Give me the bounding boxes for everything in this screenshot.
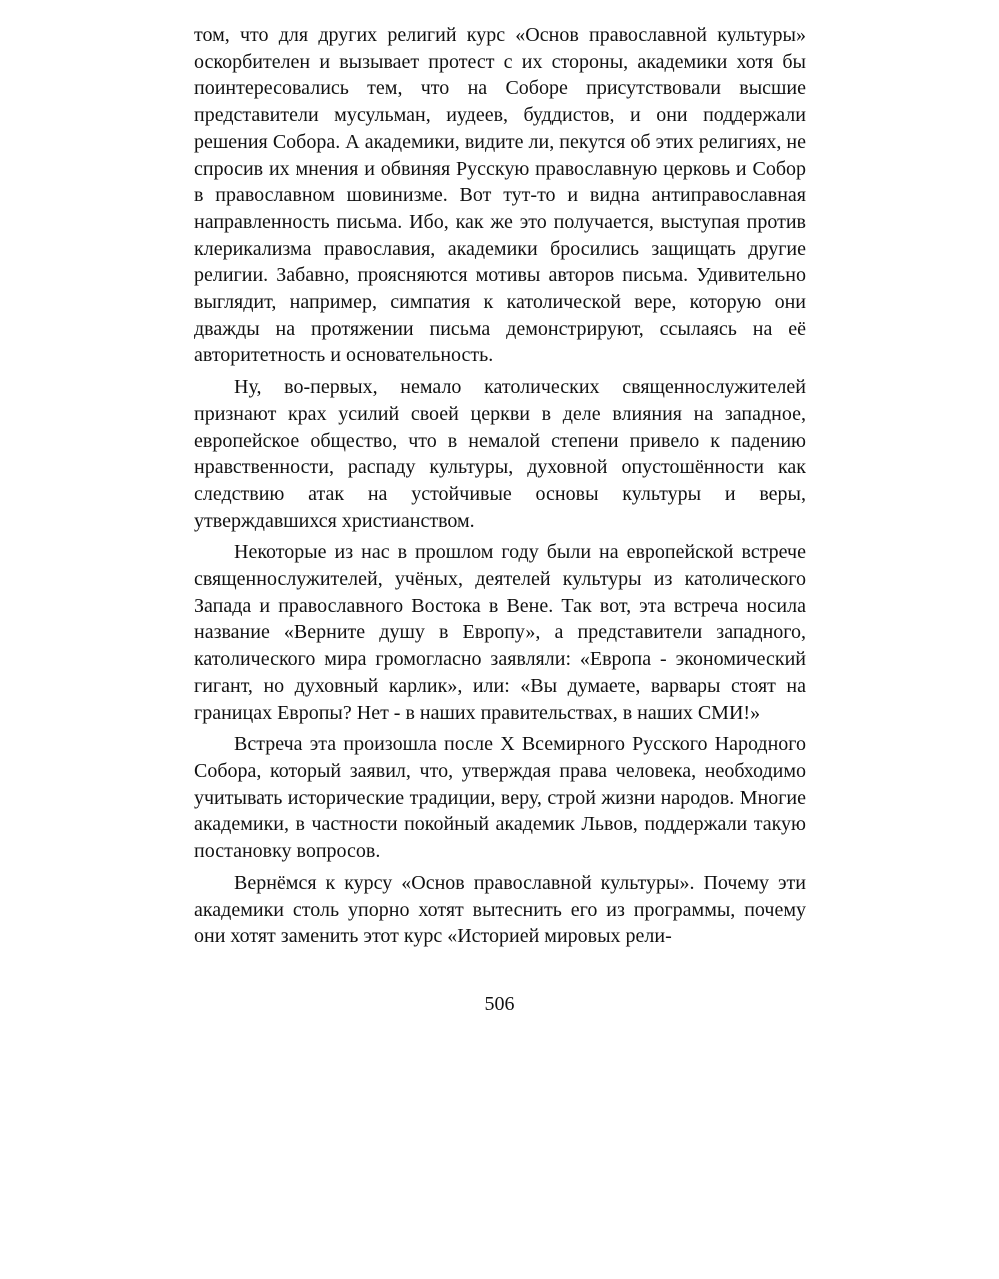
page-number: 506 (484, 993, 515, 1015)
paragraph-vienna-meeting: Некоторые из нас в прошлом году были на европейской встрече священнослужителей, учёных, деятелей культуры из католического Запада и православного Востока в Вене. Так вот, эта встреча носила название «Верните душу в Европу», а представители западного, католического мира громогласно заявляли: «Европа - экономический гигант, но духовный карлик», или: «Вы думаете, варвары стоят на границах Европы? Нет - в наших правительствах, в наших СМИ!» (194, 541, 806, 724)
paragraph-catholic-clergy: Ну, во-первых, немало католических священнослужителей признают крах усилий своей церкви в деле влияния на западное, европейское общество, что в немалой степени привело к падению нравственности, распаду культуры, духовной опустошённости как следствию атак на устойчивые основы культуры и веры, утверждавшихся христианством. (194, 376, 806, 532)
paragraph-continuation: том, что для других религий курс «Основ православной культуры» оскорбителен и вызывает протест с их стороны, академики хотя бы поинтересовались тем, что на Соборе присутствовали высшие представители мусульман, иудеев, буддистов, и они поддержали решения Собора. А академики, видите ли, пекутся об этих религиях, не спросив их мнения и обвиняя Русскую православную церковь и Собор в православном шовинизме. Вот тут-то и видна антиправославная направленность письма. Ибо, как же это получается, выступая против клерикализма православия, академики бросились защищать другие религии. Забавно, проясняются мотивы авторов письма. Удивительно выглядит, например, симпатия к католической вере, которую они дважды на протяжении письма демонстрируют, ссылаясь на её авторитетность и основательность. (194, 24, 806, 367)
paragraph-course-return: Вернёмся к курсу «Основ православной культуры». Почему эти академики столь упорно хотят вытеснить его из программы, почему они хотят заменить этот курс «Историей мировых рели- (194, 871, 806, 948)
paragraph-world-council: Встреча эта произошла после X Всемирного Русского Народного Собора, который заявил, что, утверждая права человека, необходимо учитывать исторические традиции, веру, строй жизни народов. Многие академики, в частности покойный академик Львов, поддержали такую постановку вопросов. (194, 733, 806, 863)
page-body (194, 22, 806, 950)
